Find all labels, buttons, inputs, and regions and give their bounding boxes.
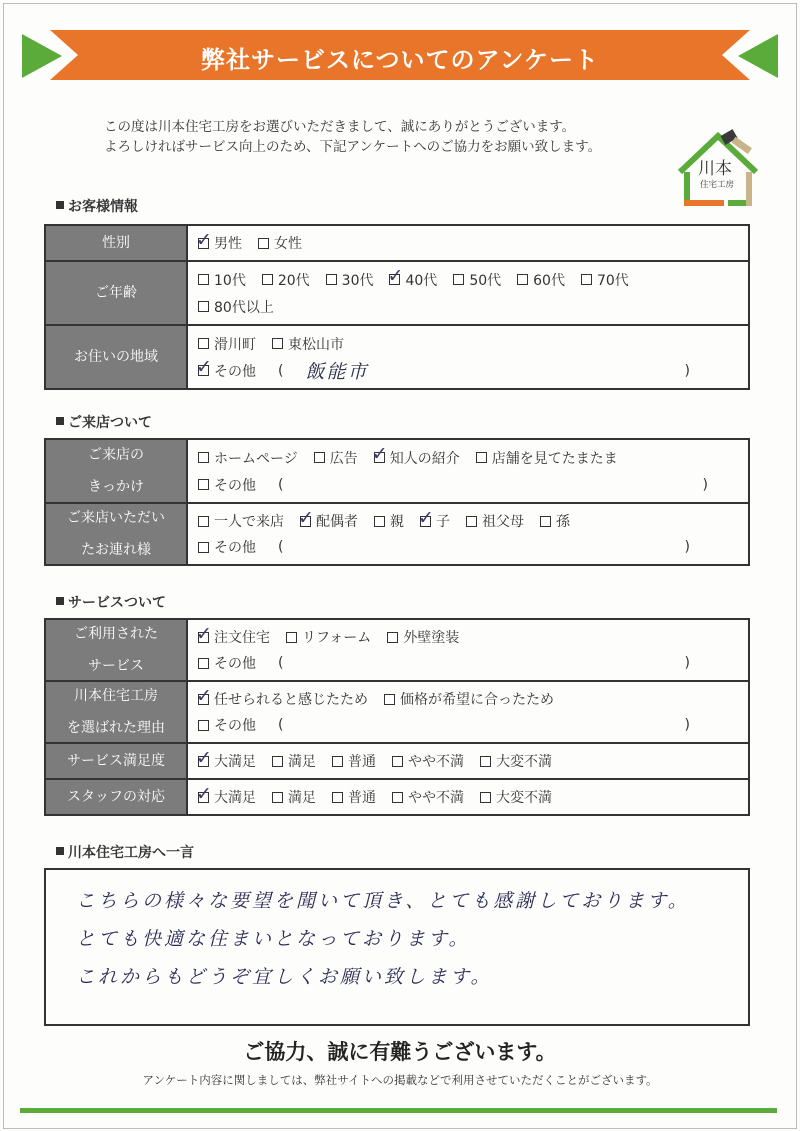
service-used-label: ご利用された サービス <box>46 620 188 680</box>
age-40s-checkbox[interactable]: ✓ 40代 <box>387 265 438 289</box>
checkmark-icon: ✓ <box>196 228 212 251</box>
service-table <box>44 618 750 816</box>
message-line-2: とても快適な住まいとなっております。 <box>76 928 471 950</box>
section-message-title: 川本住宅工房へ一言 <box>56 842 194 862</box>
area-other-handwritten[interactable]: 飯能市 <box>305 361 369 383</box>
staff-label: スタッフの対応 <box>46 780 188 814</box>
age-20s-checkbox[interactable]: 20代 <box>262 270 310 290</box>
section-service-title: サービスついて <box>56 592 166 612</box>
service-custom-home-checkbox[interactable]: ✓ 注文住宅 <box>196 622 270 646</box>
satisfaction-very-dissatisfied-checkbox[interactable]: 大変不満 <box>480 751 552 771</box>
gender-label: 性別 <box>46 226 188 260</box>
visit-table <box>44 438 750 566</box>
service-reform-checkbox[interactable]: リフォーム <box>286 627 371 647</box>
checkmark-icon: ✓ <box>196 622 212 645</box>
companion-spouse-checkbox[interactable]: ✓ 配偶者 <box>298 506 358 530</box>
service-other-checkbox[interactable]: その他 <box>198 653 256 673</box>
service-used-row: ご利用された サービス ✓ 注文住宅 リフォーム 外壁塗装 その他 ( ) <box>46 620 748 682</box>
companion-grandparent-checkbox[interactable]: 祖父母 <box>466 511 524 531</box>
message-box[interactable] <box>44 868 750 1026</box>
reason-ad-checkbox[interactable]: 広告 <box>314 448 358 468</box>
message-line-3: これからもどうぞ宜しくお願い致します。 <box>76 966 493 988</box>
why-other-checkbox[interactable]: その他 <box>198 715 256 735</box>
why-chosen-label: 川本住宅工房 を選ばれた理由 <box>46 682 188 742</box>
companion-parent-checkbox[interactable]: 親 <box>374 511 404 531</box>
checkmark-icon: ✓ <box>196 356 212 378</box>
message-line-1: こちらの様々な要望を聞いて頂き、とても感謝しております。 <box>76 890 690 912</box>
staff-satisfied-checkbox[interactable]: 満足 <box>272 787 316 807</box>
gender-female-checkbox[interactable]: 女性 <box>258 233 302 253</box>
staff-very-dissatisfied-checkbox[interactable]: 大変不満 <box>480 787 552 807</box>
why-price-checkbox[interactable]: 価格が希望に合ったため <box>384 689 554 709</box>
section-bullet-icon <box>56 417 64 425</box>
satisfaction-very-satisfied-checkbox[interactable]: ✓ 大満足 <box>196 746 256 770</box>
thanks-text: ご協力、誠に有難うございます。 <box>243 1040 557 1064</box>
visit-reason-row: ご来店の きっかけ ホームページ 広告 ✓ 知人の紹介 店舗を見てたまたま その他 ( ) <box>46 440 748 504</box>
service-exterior-paint-checkbox[interactable]: 外壁塗装 <box>387 627 459 647</box>
logo-subtitle: 住宅工房 <box>700 180 735 190</box>
section-bullet-icon <box>56 201 64 209</box>
satisfaction-neutral-checkbox[interactable]: 普通 <box>332 751 376 771</box>
age-60s-checkbox[interactable]: 60代 <box>517 270 565 290</box>
checkmark-icon: ✓ <box>196 746 212 769</box>
reason-other-checkbox[interactable]: その他 <box>198 475 256 495</box>
reason-walkin-checkbox[interactable]: 店舗を見てたまたま <box>476 448 618 468</box>
gender-male-checkbox[interactable]: ✓ 男性 <box>196 228 242 252</box>
satisfaction-row <box>46 744 748 780</box>
reason-homepage-checkbox[interactable]: ホームページ <box>198 448 298 468</box>
gender-row <box>46 226 748 262</box>
staff-neutral-checkbox[interactable]: 普通 <box>332 787 376 807</box>
footer-bar <box>20 1108 777 1113</box>
age-50s-checkbox[interactable]: 50代 <box>453 270 501 290</box>
section-bullet-icon <box>56 597 64 605</box>
age-30s-checkbox[interactable]: 30代 <box>326 270 374 290</box>
checkmark-icon: ✓ <box>418 506 434 529</box>
footer-note: アンケート内容に関しましては、弊社サイトへの掲載などで利用させていただくことがございます。 <box>142 1073 658 1087</box>
area-label: お住いの地域 <box>46 326 188 388</box>
companion-alone-checkbox[interactable]: 一人で来店 <box>198 511 284 531</box>
checkmark-icon: ✓ <box>371 443 388 465</box>
staff-row <box>46 780 748 814</box>
intro-text <box>104 117 601 157</box>
companion-other-checkbox[interactable]: その他 <box>198 537 256 557</box>
checkmark-icon: ✓ <box>298 506 314 529</box>
customer-table <box>44 224 750 390</box>
age-row <box>46 262 748 326</box>
staff-very-satisfied-checkbox[interactable]: ✓ 大満足 <box>196 782 256 806</box>
intro-line-1: この度は川本住宅工房をお選びいただきまして、誠にありがとうございます。 <box>104 119 576 135</box>
section-visit-title: ご来店ついて <box>56 412 152 432</box>
checkmark-icon: ✓ <box>196 782 212 805</box>
area-other-checkbox[interactable]: ✓ その他 <box>196 356 256 380</box>
companion-label: ご来店いただい たお連れ様 <box>46 504 188 564</box>
age-70s-checkbox[interactable]: 70代 <box>581 270 629 290</box>
age-80s-checkbox[interactable]: 80代以上 <box>198 297 274 317</box>
visit-reason-label: ご来店の きっかけ <box>46 440 188 502</box>
companion-grandchild-checkbox[interactable]: 孫 <box>540 511 570 531</box>
checkmark-icon: ✓ <box>196 684 212 707</box>
reason-referral-checkbox[interactable]: ✓ 知人の紹介 <box>371 443 460 467</box>
company-logo <box>676 128 762 210</box>
staff-somewhat-dissatisfied-checkbox[interactable]: やや不満 <box>392 787 464 807</box>
why-chosen-row: 川本住宅工房 を選ばれた理由 ✓ 任せられると感じたため 価格が希望に合ったため その他 ( ) <box>46 682 748 744</box>
section-bullet-icon <box>56 847 64 855</box>
area-row: お住いの地域 滑川町 東松山市 ✓ その他 ( 飯能市 ) <box>46 326 748 388</box>
checkmark-icon: ✓ <box>387 265 404 287</box>
area-higashimatsuyama-checkbox[interactable]: 東松山市 <box>272 334 344 354</box>
section-customer-title: お客様情報 <box>56 196 138 216</box>
companion-row: ご来店いただい たお連れ様 一人で来店 ✓ 配偶者 親 ✓ 子 祖父母 孫 その他 ( ) <box>46 504 748 564</box>
age-10s-checkbox[interactable]: 10代 <box>198 270 246 290</box>
page-title: 弊社サービスについてのアンケート <box>200 46 600 74</box>
why-trust-checkbox[interactable]: ✓ 任せられると感じたため <box>196 684 368 708</box>
age-label: ご年齢 <box>46 262 188 324</box>
satisfaction-label: サービス満足度 <box>46 744 188 778</box>
intro-line-2: よろしければサービス向上のため、下記アンケートへのご協力をお願い致します。 <box>104 139 602 155</box>
companion-child-checkbox[interactable]: ✓ 子 <box>418 506 450 530</box>
satisfaction-somewhat-dissatisfied-checkbox[interactable]: やや不満 <box>392 751 464 771</box>
logo-name: 川本 <box>698 159 732 179</box>
area-namegawa-checkbox[interactable]: 滑川町 <box>198 334 256 354</box>
satisfaction-satisfied-checkbox[interactable]: 満足 <box>272 751 316 771</box>
title-banner <box>22 30 778 80</box>
